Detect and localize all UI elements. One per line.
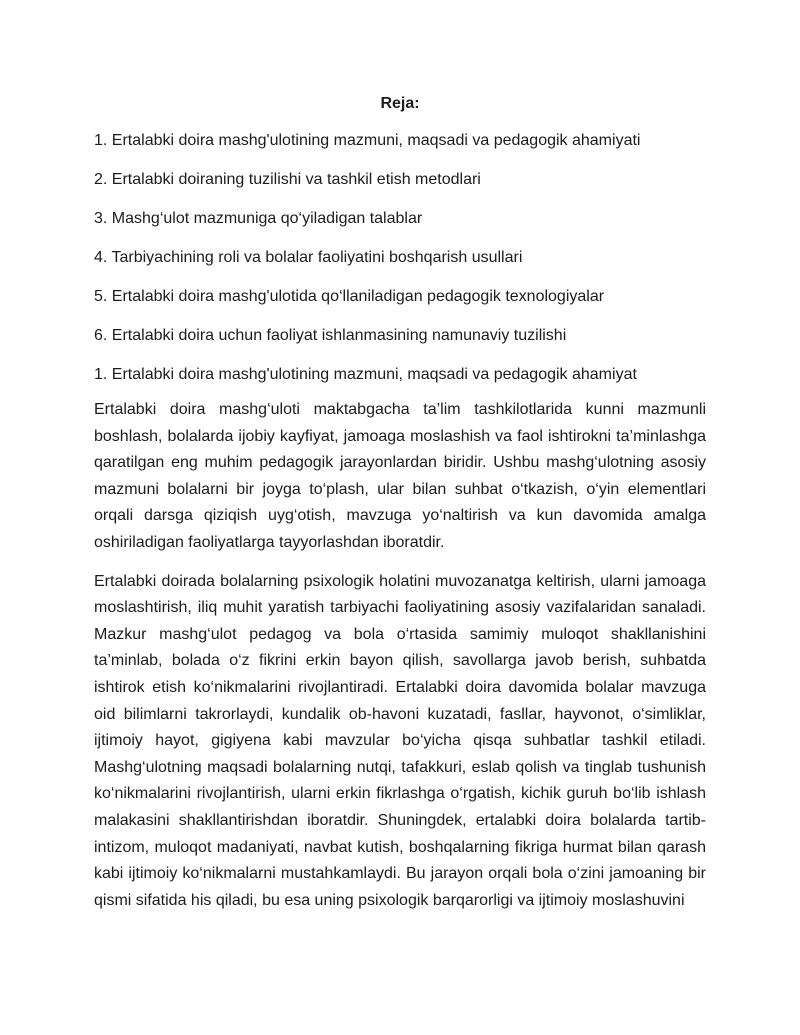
plan-title: Reja: [380,95,420,112]
plan-list [94,131,706,346]
plan-item: 1. Ertalabki doira mashg'ulotining mazmuni, maqsadi va pedagogik ahamiyati [94,132,641,149]
plan-item: 6. Ertalabki doira uchun faoliyat ishlanmasining namunaviy tuzilishi [94,327,567,344]
section-heading: 1. Ertalabki doira mashg'ulotining mazmuni, maqsadi va pedagogik ahamiyat [94,366,637,383]
plan-item: 2. Ertalabki doiraning tuzilishi va tashkil etish metodlari [94,171,481,188]
body-paragraph: Ertalabki doirada bolalarning psixologik holatini muvozanatga keltirish, ularni jamoaga moslashtirish, iliq muhit yaratish tarbiyachi faoliyatining asosiy vazifalaridan sanaladi. Mazkur mashg‘ulot pedagog va bola o‘rtasida samimiy muloqot shakllanishini ta’minlab, bolada o‘z fikrini erkin bayon qilish, savollarga javob berish, suhbatda ishtirok etish ko‘nikmalarini rivojlantiradi. Ertalabki doira davomida bolalar mavzuga oid bilimlarni takrorlaydi, kundalik ob-havoni kuzatadi, fasllar, hayvonot, o‘simliklar, ijtimoiy hayot, gigiyena kabi mavzular bo‘yicha qisqa suhbatlar tashkil etiladi. Mashg‘ulotning maqsadi bolalarning nutqi, tafakkuri, eslab qolish va tinglab tushunish ko‘nikmalarini rivojlantirish, ularni erkin fikrlashga o‘rgatish, kichik guruh bo‘lib ishlash malakasini shakllantirishdan iboratdir. Shuningdek, ertalabki doira bolalarda tartib-intizom, muloqot madaniyati, navbat kutish, boshqalarning fikriga hurmat bilan qarash kabi ijtimoiy ko‘nikmalarni mustahkamlaydi. Bu jarayon orqali bola o‘zini jamoaning bir qismi sifatida his qiladi, bu esa uning psixologik barqarorligi va ijtimoiy moslashuvini [94,572,706,909]
body-paragraph: Ertalabki doira mashg‘uloti maktabgacha ta’lim tashkilotlarida kunni mazmunli boshlash, bolalarda ijobiy kayfiyat, jamoaga moslashish va faol ishtirokni ta’minlashga qaratilgan eng muhim pedagogik jarayonlardan biridir. Ushbu mashg‘ulotning asosiy mazmuni bolalarni bir joyga to‘plash, ular bilan suhbat o‘tkazish, o‘yin elementlari orqali darsga qiziqish uyg‘otish, mavzuga yo‘naltirish va kun davomida amalga oshiriladigan faoliyatlarga tayyorlashdan iboratdir. [94,401,706,551]
plan-item: 5. Ertalabki doira mashg'ulotida qo‘llaniladigan pedagogik texnologiyalar [94,288,605,305]
plan-item: 3. Mashg‘ulot mazmuniga qo‘yiladigan talablar [94,210,423,227]
plan-item: 4. Tarbiyachining roli va bolalar faoliyatini boshqarish usullari [94,249,523,266]
